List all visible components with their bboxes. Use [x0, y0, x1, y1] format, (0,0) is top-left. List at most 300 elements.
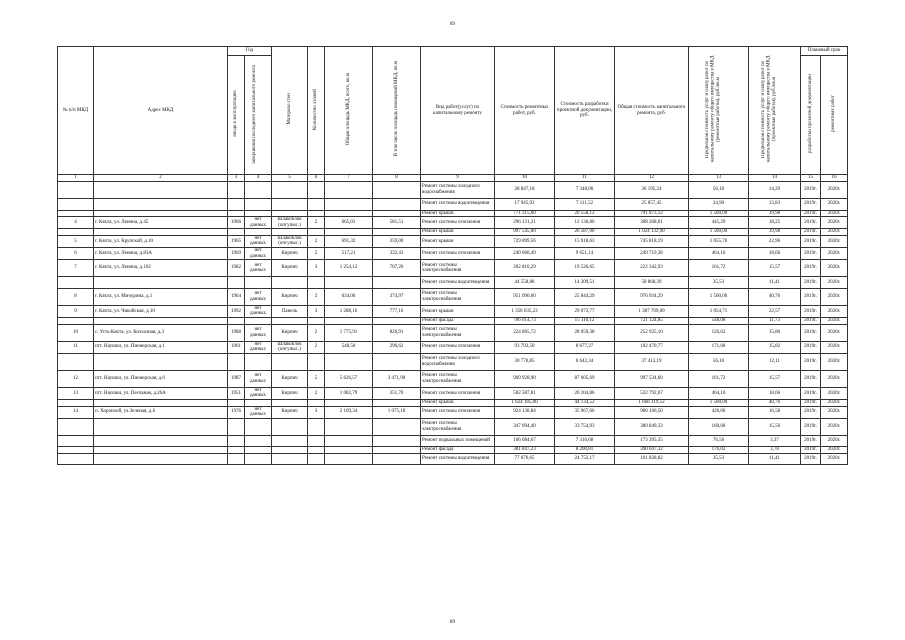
cell-area-total [325, 229, 373, 236]
cell-area-premises [373, 353, 421, 370]
cell-unit-cost-design: 22,96 [749, 235, 801, 247]
cell-plan-repair: 2020г. [821, 199, 848, 211]
cell-year-commission [228, 399, 245, 406]
cell-address: пгт. Наушки, ул. Пионерская, д.6 [94, 370, 228, 387]
cell-unit-cost: 176,02 [689, 447, 749, 454]
cell-plan-design: 2019г. [801, 447, 821, 454]
cell-cost-total: 522 792,67 [615, 387, 689, 399]
cell-unit-cost-design: 11,73 [749, 317, 801, 324]
cell-cost-repair: 202 816,29 [495, 260, 555, 277]
cell-cost-total: 222 342,93 [615, 260, 689, 277]
cell-cost-total: 721 124,85 [615, 317, 689, 324]
cell-floors [308, 453, 325, 465]
cell-cost-total: 102 470,77 [615, 341, 689, 353]
cell-plan-repair: 2020г. [821, 387, 848, 399]
table-row [58, 305, 848, 317]
cell-cost-repair: 44 558,88 [495, 277, 555, 289]
cell-area-total: 665,03 [325, 217, 373, 229]
cell-cost-design: 24 752,17 [555, 453, 615, 465]
cell-cost-repair: 951 090,00 [495, 288, 555, 305]
cell-work-type: Ремонт фасада [421, 317, 495, 324]
column-number: 6 [308, 175, 325, 182]
cell-cost-repair: 93 793,50 [495, 341, 555, 353]
cell-plan-design: 2019г. [801, 277, 821, 289]
column-number: 11 [555, 175, 615, 182]
cell-area-total [325, 199, 373, 211]
cell-plan-repair: 2020г. [821, 399, 848, 406]
cell-year-commission: 1992 [228, 305, 245, 317]
cell-address: п. Хоронхой, ул.Зеленая, д.6 [94, 406, 228, 418]
cell-wall: Шлакоблок (опгупыс.) [272, 217, 308, 229]
header-cost-repair: Стоимость ремонтных работ, руб. [495, 47, 555, 175]
cell-work-type: Ремонт системы отопления [421, 406, 495, 418]
cell-floors: 2 [308, 288, 325, 305]
cell-num: 7 [58, 260, 94, 277]
cell-work-type: Ремонт системы отопления [421, 341, 495, 353]
cell-plan-design: 2019г. [801, 353, 821, 370]
table-row [58, 435, 848, 447]
cell-unit-cost-design: 16,58 [749, 406, 801, 418]
cell-wall [272, 353, 308, 370]
header-wall [272, 47, 308, 175]
cell-floors [308, 353, 325, 370]
cell-unit-cost: 445,29 [689, 217, 749, 229]
cell-num [58, 210, 94, 217]
column-number: 14 [749, 175, 801, 182]
cell-num: 13 [58, 387, 94, 399]
cell-cost-design: 8 677,27 [555, 341, 615, 353]
cell-area-premises [373, 277, 421, 289]
column-number: 16 [821, 175, 848, 182]
cell-cost-repair: 1 624 185,00 [495, 399, 555, 406]
cell-floors: 2 [308, 324, 325, 341]
column-number: 15 [801, 175, 821, 182]
column-number: 12 [615, 175, 689, 182]
cell-work-type: Ремонт крыши [421, 399, 495, 406]
cell-unit-cost: 1 500,00 [689, 229, 749, 236]
cell-year-commission: 1965 [228, 235, 245, 247]
header-cost-total: Общая стоимость капитального ремонта, руб. [615, 47, 689, 175]
cell-work-type: Ремонт системы отопления [421, 387, 495, 399]
cell-address [94, 229, 228, 236]
cell-num: 9 [58, 305, 94, 317]
cell-area-total: 1 775,91 [325, 324, 373, 341]
cell-unit-cost: 161,72 [689, 260, 749, 277]
cell-area-total: 517,21 [325, 248, 373, 260]
cell-plan-repair: 2020г. [821, 406, 848, 418]
cell-cost-repair: 729 899,56 [495, 235, 555, 247]
cell-cost-repair: 77 076,65 [495, 453, 555, 465]
cell-plan-design: 2019г. [801, 210, 821, 217]
cell-unit-cost-design: 15,80 [749, 324, 801, 341]
cell-cost-repair: 240 068,49 [495, 248, 555, 260]
header-plan-group: Плановый срок [801, 47, 848, 56]
cell-year-commission [228, 353, 245, 370]
cell-num [58, 277, 94, 289]
page-number-bottom: 89 [450, 620, 455, 625]
cell-plan-repair: 2020г. [821, 248, 848, 260]
table-row [58, 406, 848, 418]
cell-address [94, 418, 228, 435]
cell-area-total [325, 353, 373, 370]
table-row [58, 370, 848, 387]
cell-plan-design: 2019г. [801, 199, 821, 211]
column-number: 2 [94, 175, 228, 182]
cell-year-last-repair [245, 210, 272, 217]
cell-plan-design: 2019г. [801, 248, 821, 260]
cell-wall [272, 229, 308, 236]
cell-area-premises: 351,70 [373, 387, 421, 399]
cell-address [94, 277, 228, 289]
cell-plan-repair: 2020г. [821, 210, 848, 217]
table-row [58, 399, 848, 406]
cell-area-total [325, 317, 373, 324]
table-row [58, 288, 848, 305]
cell-year-commission: 1964 [228, 288, 245, 305]
header-plan-repair-label: ремонтных работ [831, 95, 837, 133]
cell-wall: Шлакоблок (опгупыс.) [272, 235, 308, 247]
cell-cost-repair: 1 358 635,23 [495, 305, 555, 317]
cell-year-commission: 1951 [228, 387, 245, 399]
table-row [58, 277, 848, 289]
cell-work-type: Ремонт системы электроснабжения [421, 370, 495, 387]
table-row [58, 447, 848, 454]
header-unit-cost-design [749, 47, 801, 175]
cell-plan-design: 2019г. [801, 305, 821, 317]
cell-wall [272, 399, 308, 406]
cell-unit-cost-design: 18,66 [749, 248, 801, 260]
cell-area-premises [373, 399, 421, 406]
cell-unit-cost: 1 054,71 [689, 305, 749, 317]
cell-unit-cost: 464,16 [689, 248, 749, 260]
page-number-top: 89 [450, 22, 455, 27]
cell-work-type: Ремонт системы электроснабжения [421, 418, 495, 435]
cell-area-total [325, 447, 373, 454]
column-number: 10 [495, 175, 555, 182]
cell-plan-repair: 2020г. [821, 277, 848, 289]
capital-repair-table [57, 46, 848, 465]
cell-unit-cost-design: 18,25 [749, 217, 801, 229]
cell-area-total: 1 288,16 [325, 305, 373, 317]
cell-cost-repair: 17 945,93 [495, 199, 555, 211]
cell-plan-design: 2019г. [801, 370, 821, 387]
cell-area-premises: 581,51 [373, 217, 421, 229]
cell-year-commission [228, 210, 245, 217]
cell-cost-design: 20 558,12 [555, 210, 615, 217]
cell-cost-design: 19 526,65 [555, 260, 615, 277]
cell-unit-cost-design: 15,57 [749, 370, 801, 387]
cell-work-type: Ремонт системы электроснабжения [421, 324, 495, 341]
cell-plan-design: 2019г. [801, 399, 821, 406]
cell-plan-repair: 2020г. [821, 447, 848, 454]
cell-unit-cost: 1 500,00 [689, 288, 749, 305]
cell-address [94, 453, 228, 465]
cell-year-last-repair: нет данных [245, 288, 272, 305]
column-number: 1 [58, 175, 94, 182]
cell-area-total [325, 435, 373, 447]
cell-area-total: 1 082,79 [325, 387, 373, 399]
table-body [58, 182, 848, 465]
cell-unit-cost: 35,53 [689, 277, 749, 289]
cell-num: 5 [58, 235, 94, 247]
cell-area-total: 634,06 [325, 288, 373, 305]
cell-cost-repair: 166 084,67 [495, 435, 555, 447]
header-plan-design-label: разработки проектной документации [807, 74, 813, 154]
header-wall-label: Материал стен [286, 93, 292, 125]
cell-num: 14 [58, 406, 94, 418]
cell-work-type: Ремонт крыши [421, 305, 495, 317]
cell-cost-repair: 924 138,84 [495, 406, 555, 418]
cell-year-commission: 1982 [228, 260, 245, 277]
cell-cost-design: 33 754,93 [555, 418, 615, 435]
cell-year-last-repair [245, 353, 272, 370]
cell-area-total: 691,32 [325, 235, 373, 247]
header-area-total-label: Общая площадь МКД, всего, кв.м [345, 73, 351, 146]
cell-floors [308, 199, 325, 211]
cell-area-premises [373, 182, 421, 199]
cell-unit-cost-design: 12,11 [749, 353, 801, 370]
cell-floors [308, 418, 325, 435]
cell-cost-repair: 224 865,72 [495, 324, 555, 341]
cell-cost-design: 15 110,12 [555, 317, 615, 324]
cell-unit-cost: 548,08 [689, 317, 749, 324]
table-row [58, 453, 848, 465]
cell-cost-repair: 30 770,85 [495, 353, 555, 370]
cell-year-commission [228, 277, 245, 289]
cell-plan-design: 2019г. [801, 235, 821, 247]
cell-cost-total: 960 106,50 [615, 406, 689, 418]
cell-plan-design: 2019г. [801, 317, 821, 324]
cell-year-last-repair [245, 453, 272, 465]
cell-plan-repair: 2020г. [821, 217, 848, 229]
cell-area-total [325, 277, 373, 289]
header-year-commission-label: ввода в эксплуатацию [233, 90, 239, 137]
cell-unit-cost: 76,56 [689, 435, 749, 447]
cell-unit-cost: 35,53 [689, 453, 749, 465]
cell-floors [308, 317, 325, 324]
column-number: 7 [325, 175, 373, 182]
cell-year-commission [228, 317, 245, 324]
cell-cost-total: 37 413,19 [615, 353, 689, 370]
header-cost-design: Стоимость разработки проектной документации, руб. [555, 47, 615, 175]
header-area-premises [373, 47, 421, 175]
table-row [58, 418, 848, 435]
cell-unit-cost: 126,62 [689, 324, 749, 341]
cell-cost-total: 308 268,01 [615, 217, 689, 229]
header-area-total [325, 47, 373, 175]
cell-num [58, 229, 94, 236]
cell-year-commission [228, 447, 245, 454]
cell-cost-total: 58 868,39 [615, 277, 689, 289]
cell-area-premises: 374,97 [373, 288, 421, 305]
cell-floors [308, 277, 325, 289]
cell-cost-total: 101 828,82 [615, 453, 689, 465]
cell-wall [272, 199, 308, 211]
cell-address [94, 199, 228, 211]
cell-cost-design: 14 309,51 [555, 277, 615, 289]
cell-year-last-repair: нет данных [245, 217, 272, 229]
cell-unit-cost-design: 40,76 [749, 288, 801, 305]
cell-unit-cost-design: 15,82 [749, 341, 801, 353]
cell-num [58, 353, 94, 370]
cell-wall [272, 418, 308, 435]
cell-plan-design: 2019г. [801, 260, 821, 277]
cell-unit-cost-design: 18,66 [749, 387, 801, 399]
cell-plan-design: 2019г. [801, 387, 821, 399]
cell-area-total: 1 254,12 [325, 260, 373, 277]
header-year-group: Год [228, 47, 272, 56]
cell-wall: Панель [272, 305, 308, 317]
cell-num [58, 199, 94, 211]
cell-cost-design: 7 310,68 [555, 435, 615, 447]
cell-plan-design: 2019г. [801, 182, 821, 199]
cell-cost-design: 26 587,90 [555, 229, 615, 236]
cell-floors: 5 [308, 370, 325, 387]
cell-floors [308, 182, 325, 199]
cell-year-commission: 1966 [228, 217, 245, 229]
column-number: 9 [421, 175, 495, 182]
cell-area-premises: 777,16 [373, 305, 421, 317]
cell-year-last-repair: нет данных [245, 305, 272, 317]
cell-cost-design: 6 642,34 [555, 353, 615, 370]
cell-unit-cost-design: 11,41 [749, 277, 801, 289]
cell-plan-repair: 2020г. [821, 453, 848, 465]
cell-cost-repair: 909 928,90 [495, 370, 555, 387]
cell-plan-repair: 2020г. [821, 324, 848, 341]
cell-work-type: Ремонт системы электроснабжения [421, 288, 495, 305]
cell-year-last-repair: нет данных [245, 370, 272, 387]
cell-address: г. Кяхта, ул. Чикойская, д.10 [94, 305, 228, 317]
cell-num [58, 453, 94, 465]
cell-work-type: Ремонт крыши [421, 229, 495, 236]
cell-area-premises [373, 418, 421, 435]
cell-year-commission [228, 418, 245, 435]
cell-work-type: Ремонт системы электроснабжения [421, 260, 495, 277]
table-row [58, 229, 848, 236]
cell-cost-design: 7 348,06 [555, 182, 615, 199]
cell-plan-repair: 2020г. [821, 260, 848, 277]
cell-unit-cost-design: 22,57 [749, 305, 801, 317]
table-row [58, 341, 848, 353]
cell-wall [272, 435, 308, 447]
header-unit-cost [689, 47, 749, 175]
cell-year-commission [228, 435, 245, 447]
cell-work-type: Ремонт системы водоотведения [421, 453, 495, 465]
cell-unit-cost-design: 3,78 [749, 447, 801, 454]
cell-area-total [325, 418, 373, 435]
cell-plan-repair: 2020г. [821, 317, 848, 324]
cell-work-type: Ремонт системы холодного водоснабжения [421, 353, 495, 370]
cell-unit-cost: 1 055,76 [689, 235, 749, 247]
cell-cost-design: 25 844,29 [555, 288, 615, 305]
cell-cost-total: 997 534,60 [615, 370, 689, 387]
cell-floors: 2 [308, 235, 325, 247]
cell-year-last-repair: нет данных [245, 341, 272, 353]
table-row [58, 317, 848, 324]
cell-plan-design: 2019г. [801, 406, 821, 418]
cell-cost-total: 745 818,19 [615, 235, 689, 247]
table-row [58, 387, 848, 399]
header-work-type: Вид работ(услуг) по капитальному ремонту [421, 47, 495, 175]
cell-address: г. Кяхта, ул. Крупской, д.10 [94, 235, 228, 247]
cell-unit-cost-design: 39,98 [749, 229, 801, 236]
cell-unit-cost-design: 39,98 [749, 210, 801, 217]
cell-unit-cost-design: 3,37 [749, 435, 801, 447]
cell-plan-design: 2019г. [801, 418, 821, 435]
cell-unit-cost-design: 14,29 [749, 182, 801, 199]
cell-unit-cost: 171,00 [689, 341, 749, 353]
header-unit-cost-design-label: Предельная стоимость услуг и (или) работ по капитальному ремонту общего имущества в МКД (проектные работы), руб./кв.м [760, 56, 777, 163]
cell-address: г. Кяхта, ул. Ленина, д.45 [94, 217, 228, 229]
cell-address [94, 317, 228, 324]
cell-year-commission [228, 199, 245, 211]
cell-floors: 2 [308, 217, 325, 229]
cell-year-commission: 1988 [228, 324, 245, 341]
cell-wall: Кирпич [272, 288, 308, 305]
cell-cost-total: 1 024 132,90 [615, 229, 689, 236]
cell-work-type: Ремонт крыши [421, 210, 495, 217]
cell-address: г. Кяхта, ул. Ленина, д.83А [94, 248, 228, 260]
cell-cost-total: 380 849,33 [615, 418, 689, 435]
cell-cost-total: 1 387 709,00 [615, 305, 689, 317]
cell-work-type: Ремонт системы водоотведения [421, 277, 495, 289]
cell-area-premises [373, 435, 421, 447]
cell-unit-cost: 56,10 [689, 353, 749, 370]
cell-plan-repair: 2020г. [821, 182, 848, 199]
cell-unit-cost: 1 500,00 [689, 210, 749, 217]
cell-wall: Кирпич [272, 370, 308, 387]
cell-cost-repair: 28 847,18 [495, 182, 555, 199]
cell-cost-design: 29 073,77 [555, 305, 615, 317]
column-number: 4 [245, 175, 272, 182]
cell-address [94, 447, 228, 454]
cell-unit-cost-design: 15,57 [749, 260, 801, 277]
cell-area-premises: 707,26 [373, 260, 421, 277]
cell-area-premises: 332,43 [373, 248, 421, 260]
cell-plan-design: 2019г. [801, 217, 821, 229]
table-row [58, 248, 848, 260]
cell-cost-total: 25 057,45 [615, 199, 689, 211]
cell-floors: 2 [308, 387, 325, 399]
table-row [58, 324, 848, 341]
cell-cost-total: 976 934,29 [615, 288, 689, 305]
cell-year-last-repair [245, 182, 272, 199]
cell-floors: 3 [308, 305, 325, 317]
cell-year-last-repair: нет данных [245, 406, 272, 418]
cell-cost-total: 791 873,12 [615, 210, 689, 217]
cell-year-last-repair: нет данных [245, 248, 272, 260]
cell-year-last-repair [245, 229, 272, 236]
cell-plan-repair: 2020г. [821, 341, 848, 353]
cell-num [58, 182, 94, 199]
cell-area-premises [373, 229, 421, 236]
cell-area-total [325, 453, 373, 465]
cell-work-type: Ремонт системы водоотведения [421, 199, 495, 211]
cell-year-commission: 1987 [228, 370, 245, 387]
cell-address [94, 399, 228, 406]
cell-area-premises: 826,91 [373, 324, 421, 341]
cell-plan-design: 2019г. [801, 288, 821, 305]
cell-wall [272, 210, 308, 217]
cell-year-last-repair [245, 399, 272, 406]
cell-year-commission: 1969 [228, 248, 245, 260]
cell-unit-cost: 1 500,00 [689, 399, 749, 406]
cell-wall [272, 182, 308, 199]
table-row [58, 217, 848, 229]
cell-work-type: Ремонт системы отопления [421, 248, 495, 260]
cell-wall [272, 277, 308, 289]
table-row [58, 199, 848, 211]
